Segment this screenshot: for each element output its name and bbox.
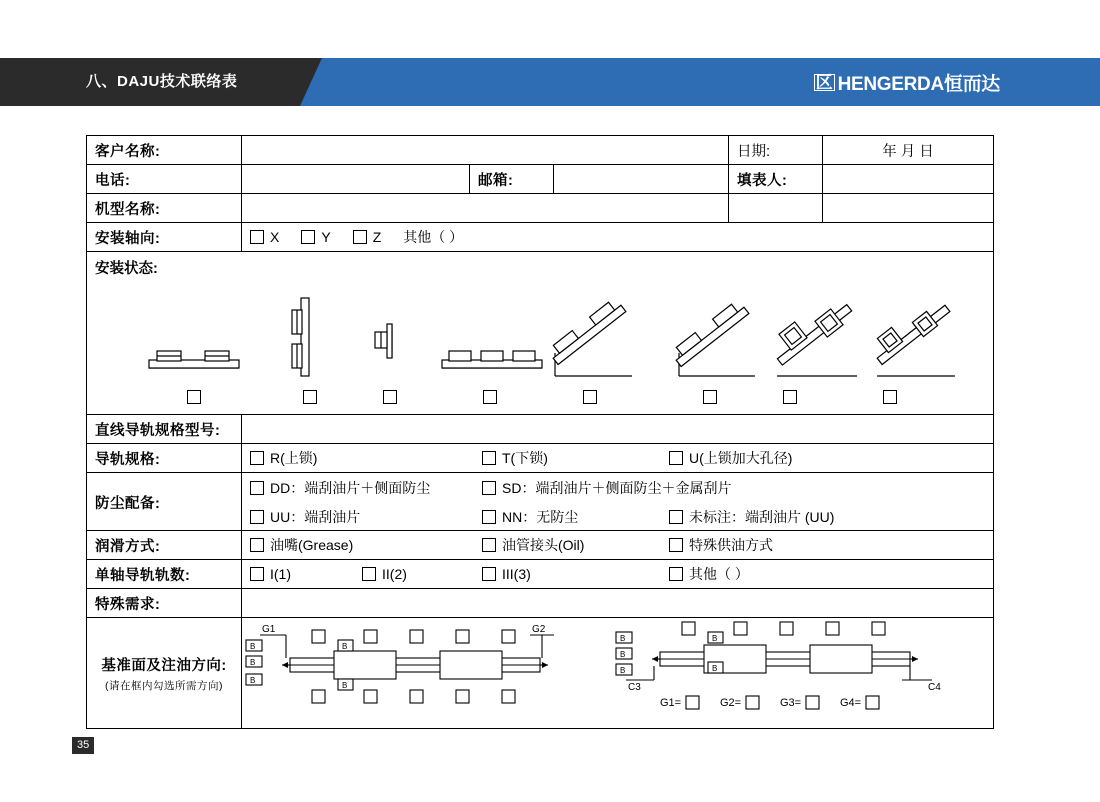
checkbox-icon[interactable] xyxy=(250,538,264,552)
lub-option-grease-label: 油嘴(Grease) xyxy=(270,537,354,553)
axis-option-y-label: Y xyxy=(321,229,331,245)
checkbox-icon[interactable] xyxy=(482,538,496,552)
install-state-diagrams xyxy=(87,278,993,388)
rail-spec-options xyxy=(242,444,993,472)
checkbox-icon[interactable] xyxy=(669,538,683,552)
row-rail-spec xyxy=(87,444,993,473)
svg-text:B: B xyxy=(342,681,348,690)
svg-text:G1: G1 xyxy=(262,624,276,635)
datum-label-cell xyxy=(87,618,242,728)
rail-spec-option-u[interactable] xyxy=(669,448,792,468)
model-spare-cell-1 xyxy=(729,194,823,222)
checkbox-icon[interactable] xyxy=(483,390,497,404)
row-rail-count xyxy=(87,560,993,589)
customer-name-input[interactable] xyxy=(242,136,729,164)
rail-spec-option-t-label: T(下锁) xyxy=(502,450,548,466)
checkbox-icon[interactable] xyxy=(669,451,683,465)
rail-count-option-1[interactable] xyxy=(250,566,362,582)
model-name-input[interactable] xyxy=(242,194,729,222)
row-rail-model xyxy=(87,415,993,444)
checkbox-icon[interactable] xyxy=(250,567,264,581)
checkbox-icon[interactable] xyxy=(883,390,897,404)
checkbox-icon[interactable] xyxy=(583,390,597,404)
svg-text:C3: C3 xyxy=(628,682,641,693)
rail-count-option-3[interactable] xyxy=(482,566,669,582)
dust-option-uu-label: UU：端刮油片 xyxy=(270,508,361,525)
svg-text:B: B xyxy=(712,664,718,673)
rail-spec-option-u-label: U(上锁加大孔径) xyxy=(689,450,793,466)
datum-label: 基准面及注油方向: xyxy=(101,657,227,674)
svg-text:B: B xyxy=(250,658,256,667)
dust-options-row-1 xyxy=(242,473,993,502)
svg-text:B: B xyxy=(250,676,256,685)
email-label: 邮箱: xyxy=(470,165,554,193)
svg-text:B: B xyxy=(342,642,348,651)
model-spare-cell-2 xyxy=(823,194,993,222)
install-state-block xyxy=(87,252,993,414)
logo-text: HENGERDA恒而达 xyxy=(837,74,1000,95)
dust-option-uu[interactable] xyxy=(250,507,482,527)
row-datum xyxy=(87,618,993,728)
rail-count-option-3-label: III(3) xyxy=(502,566,531,582)
checkbox-icon[interactable] xyxy=(187,390,201,404)
filler-input[interactable] xyxy=(823,165,993,193)
checkbox-icon[interactable] xyxy=(250,230,264,244)
row-customer xyxy=(87,136,993,165)
row-model xyxy=(87,194,993,223)
svg-text:B: B xyxy=(712,634,718,643)
checkbox-icon[interactable] xyxy=(783,390,797,404)
rail-model-label: 直线导轨规格型号: xyxy=(87,415,242,443)
axis-option-z[interactable] xyxy=(353,229,382,245)
checkbox-icon[interactable] xyxy=(669,567,683,581)
axis-label: 安装轴向: xyxy=(87,223,242,251)
page-header xyxy=(0,58,1100,106)
checkbox-icon[interactable] xyxy=(250,481,264,495)
rail-model-input[interactable] xyxy=(242,415,993,443)
date-input[interactable]: 年 月 日 xyxy=(882,143,934,160)
customer-name-label: 客户名称: xyxy=(87,136,242,164)
axis-option-x-label: X xyxy=(270,229,280,245)
svg-text:G4=: G4= xyxy=(840,697,862,709)
row-lubrication xyxy=(87,531,993,560)
checkbox-icon[interactable] xyxy=(301,230,315,244)
row-special xyxy=(87,589,993,618)
rail-spec-option-r[interactable] xyxy=(250,448,482,468)
checkbox-icon[interactable] xyxy=(482,567,496,581)
row-dust xyxy=(87,473,993,531)
install-state-checkboxes xyxy=(87,388,993,414)
lub-option-grease[interactable] xyxy=(250,535,482,555)
rail-count-option-1-label: I(1) xyxy=(270,566,291,582)
dust-option-sd[interactable] xyxy=(482,478,731,498)
axis-option-y[interactable] xyxy=(301,229,330,245)
lubrication-options xyxy=(242,531,993,559)
checkbox-icon[interactable] xyxy=(250,510,264,524)
rail-spec-option-t[interactable] xyxy=(482,448,669,468)
svg-text:G1=: G1= xyxy=(660,697,682,709)
phone-input[interactable] xyxy=(242,165,470,193)
install-state-label: 安装状态: xyxy=(95,261,158,277)
lub-option-special[interactable] xyxy=(669,535,773,555)
dust-option-nn-label: NN：无防尘 xyxy=(502,508,579,525)
datum-sub-label: (请在框内勾选所需方向) xyxy=(105,679,223,692)
dust-options xyxy=(242,473,993,531)
axis-options xyxy=(242,223,993,251)
rail-count-label: 单轴导轨轨数: xyxy=(87,560,242,588)
svg-text:C4: C4 xyxy=(928,682,941,693)
svg-text:B: B xyxy=(620,666,626,675)
dust-option-nn[interactable] xyxy=(482,507,669,527)
rail-count-option-other[interactable] xyxy=(669,564,749,584)
row-install-state xyxy=(87,252,993,415)
rail-count-options xyxy=(242,560,993,588)
checkbox-icon[interactable] xyxy=(703,390,717,404)
dust-option-dd-label: DD：端刮油片＋侧面防尘 xyxy=(270,479,431,496)
axis-option-other[interactable]: 其他（ ） xyxy=(403,229,464,245)
model-name-label: 机型名称: xyxy=(87,194,242,222)
lubrication-label: 润滑方式: xyxy=(87,531,242,559)
lub-option-oil-label: 油管接头(Oil) xyxy=(502,537,585,553)
checkbox-icon[interactable] xyxy=(250,451,264,465)
rail-spec-option-r-label: R(上锁) xyxy=(270,450,318,466)
checkbox-icon[interactable] xyxy=(383,390,397,404)
svg-text:B: B xyxy=(250,642,256,651)
date-label: 日期: xyxy=(729,136,823,164)
dust-option-sd-label: SD：端刮油片＋侧面防尘＋金属刮片 xyxy=(502,479,732,496)
rail-count-option-2[interactable] xyxy=(362,566,482,582)
dust-option-dd[interactable] xyxy=(250,478,482,498)
axis-option-x[interactable] xyxy=(250,229,279,245)
email-input[interactable] xyxy=(554,165,729,193)
svg-text:G3=: G3= xyxy=(780,697,802,709)
checkbox-icon[interactable] xyxy=(669,510,683,524)
checkbox-icon[interactable] xyxy=(482,481,496,495)
page-title: 八、DAJU技术联络表 xyxy=(86,73,238,90)
technical-contact-form xyxy=(86,135,994,729)
rail-count-option-2-label: II(2) xyxy=(382,566,407,582)
rail-count-option-other-label: 其他（ ） xyxy=(689,566,749,582)
company-logo xyxy=(814,69,1000,96)
checkbox-icon[interactable] xyxy=(482,510,496,524)
checkbox-icon[interactable] xyxy=(353,230,367,244)
row-axis xyxy=(87,223,993,252)
checkbox-icon[interactable] xyxy=(303,390,317,404)
dust-label: 防尘配备: xyxy=(87,473,242,531)
filler-label: 填表人: xyxy=(729,165,823,193)
dust-option-unmarked-label: 未标注：端刮油片 (UU) xyxy=(689,508,835,525)
phone-label: 电话: xyxy=(87,165,242,193)
dust-option-unmarked[interactable] xyxy=(669,507,834,527)
svg-text:G2: G2 xyxy=(532,624,546,635)
datum-diagram xyxy=(242,618,994,728)
lub-option-oil[interactable] xyxy=(482,535,669,555)
rail-spec-label: 导轨规格: xyxy=(87,444,242,472)
logo-mark-icon: 区 xyxy=(815,73,833,92)
svg-text:B: B xyxy=(620,634,626,643)
svg-text:B: B xyxy=(620,650,626,659)
page-number: 35 xyxy=(72,737,94,754)
lub-option-special-label: 特殊供油方式 xyxy=(689,537,773,553)
checkbox-icon[interactable] xyxy=(362,567,376,581)
special-label: 特殊需求: xyxy=(87,589,242,617)
svg-text:G2=: G2= xyxy=(720,697,742,709)
row-phone xyxy=(87,165,993,194)
dust-options-row-2 xyxy=(242,502,993,531)
checkbox-icon[interactable] xyxy=(482,451,496,465)
special-input[interactable] xyxy=(242,589,993,617)
axis-option-z-label: Z xyxy=(372,229,382,245)
